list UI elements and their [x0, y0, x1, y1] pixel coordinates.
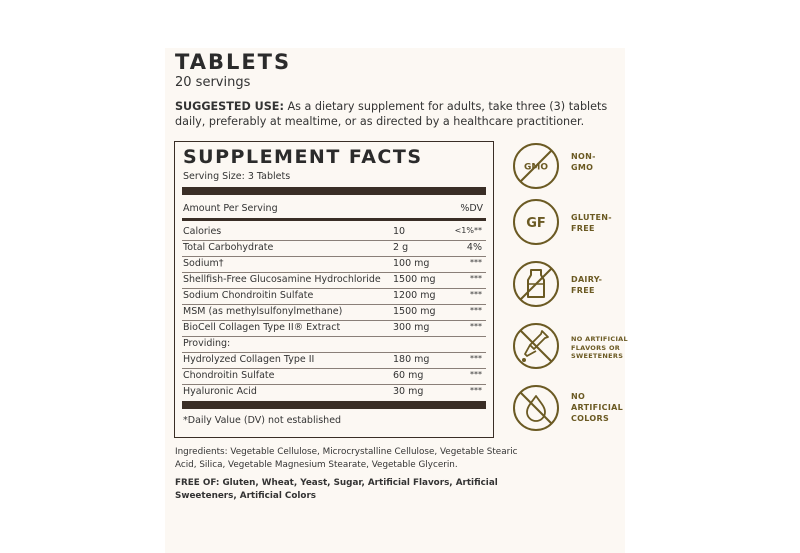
nutrient-name: Shellfish-Free Glucosamine Hydrochloride: [183, 274, 381, 285]
free-of-text: FREE OF: Gluten, Wheat, Yeast, Sugar, Artificial Flavors, Artificial Sweeteners, Artificial Colors: [175, 478, 498, 501]
facts-row: [182, 386, 486, 400]
facts-row: [182, 242, 486, 256]
servings-count: 20 servings: [175, 75, 251, 90]
nutrient-dv: <1%**: [454, 226, 482, 235]
badge-line: NO ARTIFICIAL: [571, 335, 628, 343]
badge-line: NO: [571, 392, 586, 401]
suggested-use-label: SUGGESTED USE:: [175, 100, 284, 113]
serving-size: Serving Size: 3 Tablets: [183, 171, 291, 182]
facts-row: [182, 338, 486, 352]
row-divider: [182, 352, 486, 353]
nutrient-name: Hyaluronic Acid: [183, 386, 257, 397]
nutrient-dv: ***: [470, 386, 482, 395]
nutrient-amount: 1500 mg: [393, 274, 436, 285]
nutrient-dv: ***: [470, 290, 482, 299]
no-artificial-colors-icon: [512, 384, 560, 432]
no-artificial-sweeteners-icon: [512, 322, 560, 370]
nutrient-amount: 2 g: [393, 242, 409, 253]
medium-divider: [182, 218, 486, 221]
facts-row: [182, 226, 486, 240]
facts-row: [182, 370, 486, 384]
nutrient-name: Hydrolyzed Collagen Type II: [183, 354, 315, 365]
nutrient-amount: 180 mg: [393, 354, 430, 365]
suggested-use-text: As a dietary supplement for adults, take three (3) tablets daily, preferably at mealtime, or as directed by a healthcare practitioner.: [175, 100, 608, 128]
badge-line: FLAVORS OR: [571, 343, 621, 352]
badge-line: FREE: [571, 286, 595, 295]
facts-row: [182, 274, 486, 288]
dv-header: %DV: [460, 203, 483, 214]
suggested-use: [175, 99, 635, 129]
nutrient-name: Sodium†: [183, 258, 224, 269]
nutrient-dv: ***: [470, 322, 482, 331]
nutrient-dv: ***: [470, 274, 482, 283]
nutrient-amount: 60 mg: [393, 370, 424, 381]
facts-row: [182, 322, 486, 336]
row-divider: [182, 368, 486, 369]
nutrient-dv: ***: [470, 258, 482, 267]
nutrient-dv: 4%: [466, 242, 482, 253]
badge-line: COLORS: [571, 414, 610, 423]
nutrient-name: Sodium Chondroitin Sulfate: [183, 290, 314, 301]
nutrient-name: BioCell Collagen Type II® Extract: [183, 322, 341, 333]
nutrient-name: Chondroitin Sulfate: [183, 370, 275, 381]
nutrient-dv: ***: [470, 306, 482, 315]
thick-divider-bottom: [182, 401, 486, 409]
supplement-facts-box: [174, 141, 494, 438]
dv-footnote: *Daily Value (DV) not established: [183, 415, 342, 426]
product-form-title: TABLETS: [175, 50, 292, 74]
badge-line: SWEETENERS: [571, 352, 624, 360]
facts-row: [182, 354, 486, 368]
nutrient-dv: ***: [470, 370, 482, 379]
supplement-facts-title: SUPPLEMENT FACTS: [183, 146, 423, 168]
row-divider: [182, 240, 486, 241]
non-gmo-label: [571, 151, 596, 173]
row-divider: [182, 336, 486, 337]
no-artificial-colors-label: [571, 391, 623, 424]
ingredients-text: Ingredients: Vegetable Cellulose, Microcrystalline Cellulose, Vegetable Stearic Acid, Silica, Vegetable Magnesium Stearate, Vegetable Glycerin.: [175, 447, 518, 470]
gf-icon-text: GF: [526, 216, 546, 231]
dairy-free-icon: [512, 260, 560, 308]
row-divider: [182, 304, 486, 305]
badge-line: DAIRY-: [571, 275, 603, 284]
facts-row: [182, 290, 486, 304]
nutrient-amount: 30 mg: [393, 386, 424, 397]
badge-line: NON-: [571, 152, 596, 161]
non-gmo-icon: [512, 142, 560, 190]
nutrient-amount: 1200 mg: [393, 290, 436, 301]
row-divider: [182, 256, 486, 257]
row-divider: [182, 384, 486, 385]
row-divider: [182, 320, 486, 321]
badge-line: GLUTEN-: [571, 213, 612, 222]
dairy-free-label: [571, 274, 602, 296]
nutrient-name: Total Carbohydrate: [183, 242, 274, 253]
gmo-icon-text: GMO: [524, 162, 548, 173]
badge-line: FREE: [571, 224, 595, 233]
badge-line: ARTIFICIAL: [571, 403, 624, 412]
nutrient-amount: 10: [393, 226, 406, 237]
facts-row: [182, 258, 486, 272]
amount-per-serving-header: Amount Per Serving: [183, 203, 278, 214]
row-divider: [182, 288, 486, 289]
row-divider: [182, 272, 486, 273]
nutrient-name: MSM (as methylsulfonylmethane): [183, 306, 343, 317]
facts-row: [182, 306, 486, 320]
nutrient-amount: 300 mg: [393, 322, 430, 333]
no-artificial-sweeteners-label: [571, 335, 628, 361]
thick-divider: [182, 187, 486, 195]
nutrient-amount: 100 mg: [393, 258, 430, 269]
nutrient-name: Providing:: [183, 338, 231, 349]
nutrient-dv: ***: [470, 354, 482, 363]
nutrient-name: Calories: [183, 226, 222, 237]
badge-line: GMO: [571, 163, 594, 172]
nutrient-amount: 1500 mg: [393, 306, 436, 317]
gluten-free-label: [571, 212, 612, 234]
gluten-free-icon: [512, 198, 560, 246]
